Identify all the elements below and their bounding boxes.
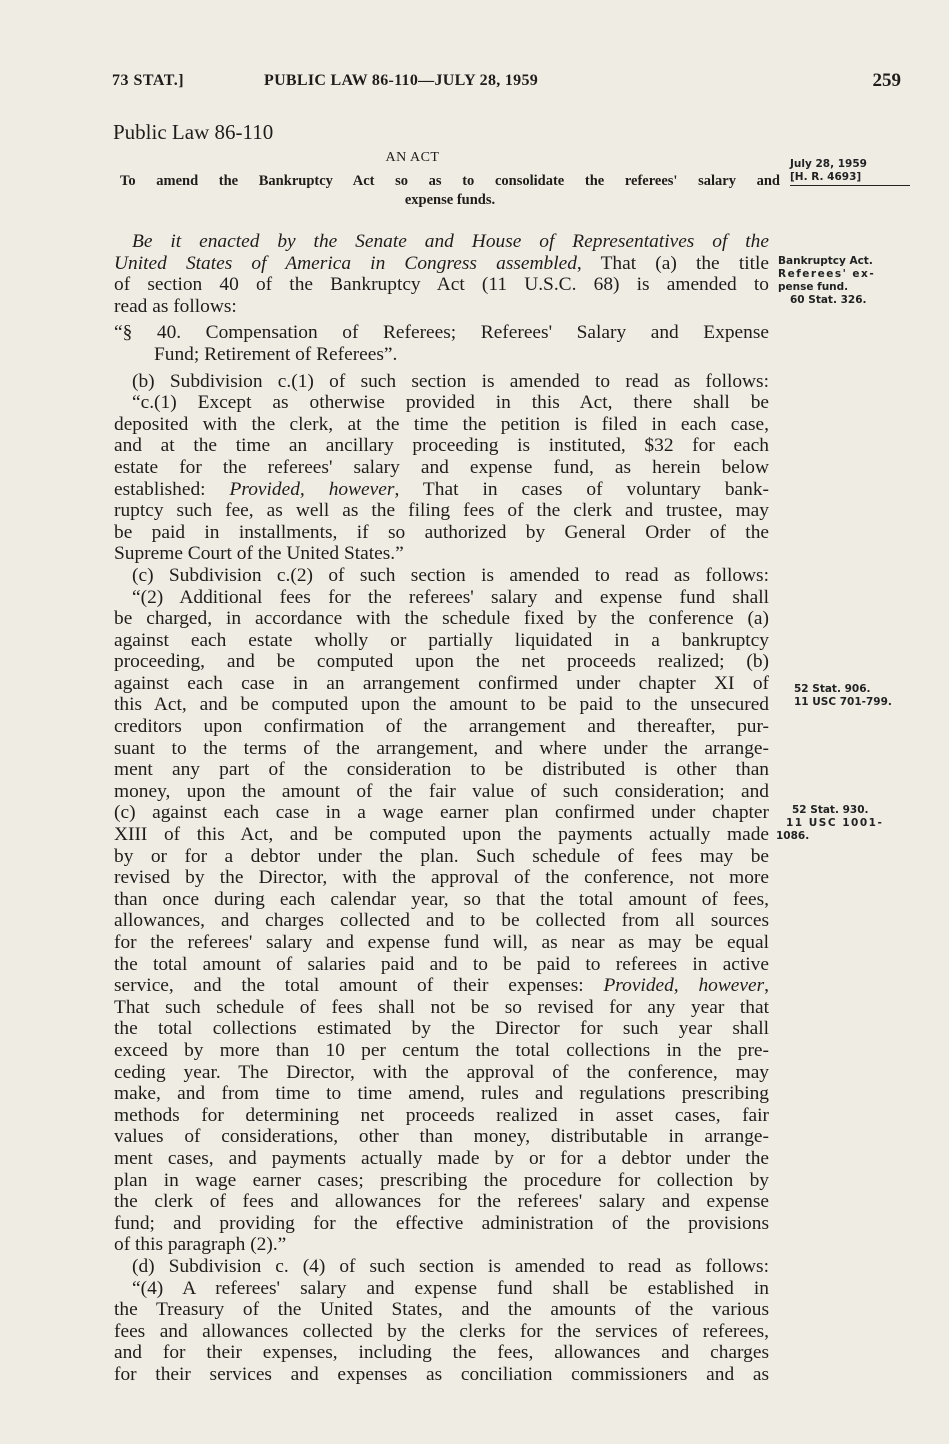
text-line: of this paragraph (2).”: [114, 1234, 287, 1256]
text-line: against each estate wholly or partially liquidated in a bankruptcy: [114, 629, 769, 651]
margin-note-line: Bankruptcy Act.: [778, 255, 873, 267]
act-purpose: [120, 172, 780, 210]
enacting-clause-line: [114, 253, 769, 275]
margin-note-line: [H. R. 4693]: [790, 171, 862, 183]
text-line: allowances, and charges collected and to be collected from all sources: [114, 910, 769, 932]
section-title-line: Fund; Retirement of Referees”.: [154, 343, 398, 365]
act-heading: AN ACT: [385, 150, 440, 165]
enacting-clause-italic: United States of America in Congress assembled: [114, 252, 577, 274]
proviso-italic: Provided, however: [229, 478, 395, 500]
margin-note-line: July 28, 1959: [790, 158, 867, 170]
running-header: [112, 70, 909, 98]
margin-note-line: 1086.: [776, 830, 810, 842]
margin-note-line: 60 Stat. 326.: [790, 294, 867, 306]
text-line: fees and allowances collected by the clerks for the services of referees,: [114, 1320, 769, 1342]
text-line: deposited with the clerk, at the time the petition is filed in each case,: [114, 413, 769, 435]
text-line: (c) against each case in a wage earner plan confirmed under chapter: [114, 802, 769, 824]
text-line: [114, 479, 769, 501]
section-title-line: “§ 40. Compensation of Referees; Referees' Salary and Expense: [114, 322, 769, 344]
enacting-clause-line: read as follows:: [114, 295, 237, 317]
volume-reference: 73 STAT.]: [112, 72, 185, 89]
margin-rule: [790, 185, 910, 186]
margin-note-line: 11 USC 1001-: [786, 817, 884, 829]
text-line: the clerk of fees and allowances for the referees' salary and expense: [114, 1191, 769, 1213]
text-segment: service, and the total amount of their expenses:: [114, 975, 604, 997]
purpose-line: expense funds.: [404, 192, 496, 208]
text-line: this Act, and be computed upon the amount to be paid to the unsecured: [114, 694, 769, 716]
text-line: ment any part of the consideration to be distributed is other than: [114, 759, 769, 781]
text-line: make, and from time to time amend, rules and regulations prescribing: [114, 1083, 769, 1105]
margin-note-line: pense fund.: [778, 281, 849, 293]
text-line: than once during each calendar year, so that the total amount of fees,: [114, 888, 769, 910]
public-law-number: Public Law 86-110: [113, 120, 274, 144]
text-line: That such schedule of fees shall not be so revised for any year that: [114, 996, 769, 1018]
text-segment: , That in cases of voluntary bank-: [394, 478, 769, 500]
enacting-clause-text: , That (a) the title: [576, 252, 769, 274]
text-line: XIII of this Act, and be computed upon the payments actually made: [114, 824, 769, 846]
text-line: fund; and providing for the effective administration of the provisions: [114, 1212, 769, 1234]
text-line: plan in wage earner cases; prescribing the procedure for collection by: [114, 1169, 769, 1191]
enacting-clause-line: [114, 231, 769, 253]
text-line: ceding year. The Director, with the approval of the conference, may: [114, 1061, 769, 1083]
text-line: values of considerations, other than money, distributable in arrange-: [114, 1126, 769, 1148]
text-line: be paid in installments, if so authorized by General Order of the: [114, 521, 769, 543]
running-title: PUBLIC LAW 86-110—JULY 28, 1959: [264, 72, 539, 89]
margin-note-line: Referees' ex-: [778, 268, 876, 280]
text-line: and for their expenses, including the fees, allowances and charges: [114, 1342, 769, 1364]
enacting-clause-italic: Be it enacted by the Senate and House of Representatives of the: [132, 231, 769, 252]
text-line: by or for a debtor under the plan. Such schedule of fees may be: [114, 845, 769, 867]
margin-note-stat930: [776, 804, 926, 843]
text-line: (c) Subdivision c.(2) of such section is amended to read as follows:: [132, 564, 769, 586]
text-line: the total collections estimated by the Director for such year shall: [114, 1018, 769, 1040]
text-line: the total amount of salaries paid and to be paid to referees in active: [114, 953, 769, 975]
text-line: “(2) Additional fees for the referees' salary and expense fund shall: [132, 586, 769, 608]
margin-note-date: [790, 158, 910, 186]
text-line: ruptcy such fee, as well as the filing fees of the clerk and trustee, may: [114, 500, 769, 522]
text-line: (d) Subdivision c. (4) of such section is amended to read as follows:: [132, 1255, 769, 1277]
text-line: the Treasury of the United States, and the amounts of the various: [114, 1299, 769, 1321]
proviso-italic: Provided, however: [603, 975, 765, 997]
enacting-clause-line: of section 40 of the Bankruptcy Act (11 U.S.C. 68) is amended to: [114, 274, 769, 296]
text-line: exceed by more than 10 per centum the total collections in the pre-: [114, 1039, 769, 1061]
text-line: Supreme Court of the United States.”: [114, 543, 404, 565]
purpose-line: To amend the Bankruptcy Act so as to consolidate the referees' salary and: [120, 173, 780, 189]
text-line: revised by the Director, with the approval of the conference, not more: [114, 867, 769, 889]
text-line: (b) Subdivision c.(1) of such section is amended to read as follows:: [132, 370, 769, 392]
margin-note-line: 11 USC 701-799.: [794, 696, 892, 708]
text-line: estate for the referees' salary and expense fund, as herein below: [114, 456, 769, 478]
text-line: suant to the terms of the arrangement, and where under the arrange-: [114, 737, 769, 759]
text-line: creditors upon confirmation of the arrangement and thereafter, pur-: [114, 716, 769, 738]
text-line: “c.(1) Except as otherwise provided in this Act, there shall be: [132, 392, 769, 414]
text-line: ment cases, and payments actually made by or for a debtor under the: [114, 1147, 769, 1169]
statute-body: [114, 231, 769, 1385]
text-segment: established:: [114, 478, 230, 500]
text-line: methods for determining net proceeds realized in asset cases, fair: [114, 1104, 769, 1126]
text-line: for their services and expenses as conciliation commissioners and as: [114, 1363, 769, 1385]
text-line: money, upon the amount of the fair value of such consideration; and: [114, 780, 769, 802]
margin-note-line: 52 Stat. 906.: [794, 683, 871, 695]
margin-note-bankruptcy: [778, 255, 928, 307]
text-line: for the referees' salary and expense fund will, as near as may be equal: [114, 932, 769, 953]
text-line: be charged, in accordance with the schedule fixed by the conference (a): [114, 608, 769, 630]
page-number: 259: [872, 70, 901, 91]
text-segment: ,: [764, 975, 769, 997]
text-line: and at the time an ancillary proceeding is instituted, $32 for each: [114, 435, 769, 457]
margin-note-line: 52 Stat. 930.: [792, 804, 869, 816]
text-line: “(4) A referees' salary and expense fund shall be established in: [132, 1277, 769, 1299]
text-line: against each case in an arrangement confirmed under chapter XI of: [114, 672, 769, 694]
text-line: [114, 975, 769, 997]
margin-note-stat906: [794, 683, 924, 709]
text-line: proceeding, and be computed upon the net proceeds realized; (b): [114, 651, 769, 673]
